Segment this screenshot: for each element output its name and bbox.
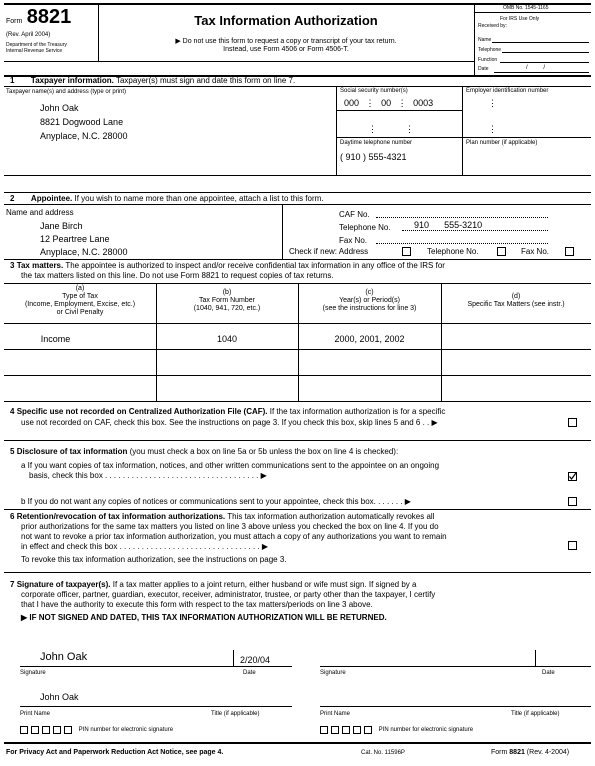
line5-text: (you must check a box on line 5a or 5b unless the box on line 4 is checked): <box>127 447 399 456</box>
new-telephone-checkbox[interactable] <box>497 247 506 256</box>
irs-name-label: Name <box>478 37 492 43</box>
line5-title: Disclosure of tax information <box>16 447 128 456</box>
line3-text-line2: the tax matters listed on this line. Do not use Form 8821 to request copies of tax returns. <box>21 271 334 280</box>
appointee-tel-number: 555-3210 <box>444 220 483 230</box>
pin2-box[interactable] <box>331 726 339 734</box>
sig2-date-label: Date <box>542 670 555 676</box>
appointee-name[interactable]: Jane Birch <box>40 221 83 231</box>
line1-number: 1 <box>10 76 15 85</box>
line7-text-line2: corporate officer, partner, guardian, executor, receiver, administrator, trustee, or party other than the taxpayer, I certify <box>21 590 436 599</box>
col-d-line1: Specific Tax Matters (see instr.) <box>467 301 565 308</box>
pin2-group <box>320 726 473 734</box>
line6-text-line1 <box>10 512 434 521</box>
line2-bottom-rule <box>4 259 591 260</box>
appointee-tel-value <box>414 220 482 230</box>
sig1-date-divider <box>233 650 234 666</box>
print2-title-label: Title (if applicable) <box>511 711 560 717</box>
row1-form-number[interactable]: 1040 <box>216 334 238 344</box>
header-note-line1: ▶ Do not use this form to request a copy or transcript of your tax return. <box>175 38 397 45</box>
col-b-letter: (b) <box>222 289 232 296</box>
irs-use-label: For IRS Use Only <box>500 16 540 22</box>
pin2-box[interactable] <box>342 726 350 734</box>
taxpayer-name[interactable]: John Oak <box>40 103 79 113</box>
form-number: 8821 <box>26 6 72 28</box>
line5-heading <box>10 447 398 456</box>
irs-date-label: Date <box>478 66 489 72</box>
ssn-part2: 00 <box>381 98 392 108</box>
sig1-signature-label: Signature <box>20 670 46 676</box>
line7-t1: If a tax matter applies to a joint return, either husband or wife must sign. If signed by a <box>110 580 417 589</box>
print2-name-label: Print Name <box>320 711 351 717</box>
check-new-address-label: Check if new: Address <box>289 247 369 256</box>
print1-title-label: Title (if applicable) <box>211 711 260 717</box>
table-row[interactable] <box>4 376 591 401</box>
ssn-part3: 0003 <box>413 98 434 108</box>
pin2-box[interactable] <box>320 726 328 734</box>
taxpayer1-signature[interactable]: John Oak <box>40 651 88 663</box>
appointee-fax-field[interactable] <box>376 243 548 244</box>
sig1-line <box>20 666 292 667</box>
new-fax-checkbox[interactable] <box>565 247 574 256</box>
new-address-checkbox[interactable] <box>402 247 411 256</box>
line5-bottom-rule <box>4 509 591 510</box>
daytime-phone-value[interactable]: ( 910 ) 555-4321 <box>340 152 407 162</box>
header-note-line2: Instead, use Form 4506 or Form 4506-T. <box>223 46 349 53</box>
line7-title: Signature of taxpayer(s). <box>16 580 111 589</box>
omb-number: OMB No. 1545-1165 <box>503 5 549 11</box>
col-a-line1: Type of Tax <box>62 293 98 300</box>
line2-heading-rule <box>4 204 591 205</box>
col-d-header <box>441 293 591 309</box>
line5a-text-line1: a If you want copies of tax information, notices, and other written communications sent to the appointee on an ongoing <box>21 461 440 470</box>
line3-number: 3 <box>10 261 15 270</box>
col-b-line1: Tax Form Number <box>198 297 255 304</box>
col-a-header <box>4 285 156 317</box>
line4-title: Specific use not recorded on Centralized Authorization File (CAF). <box>16 407 268 416</box>
line5a-text-line2: basis, check this box . . . . . . . . . . . . . . . . . . . . . . . . . . . . . . . . . . . ▶ <box>29 471 267 480</box>
table-row[interactable] <box>4 350 591 375</box>
line7-number: 7 <box>10 580 15 589</box>
irs-date-slashes: / / <box>526 65 546 71</box>
line3-title: Tax matters. <box>16 261 64 270</box>
line6-bottom-rule <box>4 572 591 573</box>
irs-telephone-line <box>502 52 589 53</box>
daytime-phone-label: Daytime telephone number <box>340 140 413 146</box>
col-c-letter: (c) <box>365 289 374 296</box>
ssn-part1: 000 <box>344 98 360 108</box>
pin2-box[interactable] <box>353 726 361 734</box>
checkmark-icon <box>568 472 577 481</box>
col-c-line1: Year(s) or Period(s) <box>339 297 400 304</box>
print1-line <box>20 706 292 707</box>
line4-number: 4 <box>10 407 15 416</box>
dept-line2: Internal Revenue Service <box>6 48 63 54</box>
phone-number: 555-4321 <box>368 152 407 162</box>
ein-separator1: ⋮ <box>488 98 497 108</box>
plan-number-label: Plan number (if applicable) <box>466 140 538 146</box>
form-number-block <box>6 6 71 29</box>
line6-number: 6 <box>10 512 15 521</box>
pin2-label: PIN number for electronic signature <box>378 727 474 733</box>
ssn-label: Social security number(s) <box>340 88 408 94</box>
line5a-checkbox[interactable] <box>568 472 577 481</box>
line1-title: Taxpayer information. <box>30 76 114 85</box>
sig2-line <box>320 666 591 667</box>
line6-text-line3: not want to revoke a prior tax information authorization, you must attach a copy of any authorizations you want to remain <box>21 532 447 541</box>
line1-heading-rule <box>4 86 591 87</box>
appointee-address-line1[interactable]: 12 Peartree Lane <box>40 234 110 244</box>
ssn-rule1 <box>336 110 462 111</box>
line3-text-line1 <box>10 261 445 270</box>
taxpayer-name-address-label: Taxpayer name(s) and address (type or print) <box>6 89 127 95</box>
line7-text-line3: that I have the authority to execute this form with respect to the tax matters/periods on line 3 above. <box>21 600 373 609</box>
pin1-group <box>20 726 173 734</box>
line1-heading <box>10 76 295 85</box>
pin2-box[interactable] <box>364 726 372 734</box>
line6-retain-checkbox[interactable] <box>568 541 577 550</box>
header-divider-left <box>98 3 99 61</box>
form-title: Tax Information Authorization <box>194 13 378 28</box>
sig2-date-divider <box>535 650 536 666</box>
footer-form-prefix: Form <box>491 749 510 756</box>
appointee-tel-field[interactable] <box>402 230 548 231</box>
ssn-second-separators: ⋮ ⋮ <box>368 124 414 134</box>
appointee-name-address-label: Name and address <box>6 208 74 217</box>
col-b-header <box>156 289 298 313</box>
line6-text-line4: in effect and check this box . . . . . . . . . . . . . . . . . . . . . . . . . . . . . . . . ▶ <box>21 542 268 551</box>
footer-form-rev: (Rev. 4-2004) <box>524 749 570 756</box>
appointee-fax-label: Fax No. <box>339 236 368 245</box>
line2-title: Appointee. <box>30 194 73 203</box>
line3-text1: The appointee is authorized to inspect and/or receive confidential tax information in any office of the IRS for <box>63 261 445 270</box>
line5-number: 5 <box>10 447 15 456</box>
col-c-header <box>298 289 441 313</box>
ein-separator2: ⋮ <box>488 124 497 134</box>
line6-text-line2: prior authorizations for the same tax matters you listed on line 3 above unless you checked the box on line 4. If you do <box>21 522 439 531</box>
line3-table-bottom <box>4 401 591 402</box>
line6-title: Retention/revocation of tax information authorizations. <box>16 512 226 521</box>
appointee-tel-area: 910 <box>414 220 430 230</box>
line2-number: 2 <box>10 194 15 203</box>
row1-tax-type[interactable]: Income <box>40 334 71 344</box>
check-new-fax-label: Fax No. <box>521 247 550 256</box>
appointee-tel-label: Telephone No. <box>339 223 391 232</box>
ein-label: Employer identification number <box>466 88 549 94</box>
caf-field[interactable] <box>376 217 548 218</box>
footer-form-id <box>491 749 569 756</box>
ssn-rule2 <box>336 137 591 138</box>
sig2-signature-label: Signature <box>320 670 346 676</box>
line1-text: Taxpayer(s) must sign and date this form on line 7. <box>113 76 296 85</box>
sig1-date-label: Date <box>243 670 256 676</box>
print1-name-label: Print Name <box>20 711 51 717</box>
footer-privacy-notice: For Privacy Act and Paperwork Reduction Act Notice, see page 4. <box>6 749 224 756</box>
line2-heading <box>10 194 324 203</box>
line6-t1: This tax information authorization automatically revokes all <box>225 512 435 521</box>
taxpayer-address-line2[interactable]: Anyplace, N.C. 28000 <box>40 131 128 141</box>
irs-telephone-label: Telephone <box>478 47 502 53</box>
appointee-address-line2[interactable]: Anyplace, N.C. 28000 <box>40 247 128 257</box>
footer-cat-number: Cat. No. 11596P <box>361 750 405 756</box>
irs-function-line <box>500 62 589 63</box>
pin1-label: PIN number for electronic signature <box>78 727 174 733</box>
pin1-box[interactable] <box>20 726 28 734</box>
col-b-line2: (1040, 941, 720, etc.) <box>193 305 261 312</box>
pin1-box[interactable] <box>31 726 39 734</box>
pin1-box[interactable] <box>42 726 50 734</box>
col-a-line2: (Income, Employment, Excise, etc.) <box>24 301 136 308</box>
irs-date-line <box>494 72 589 73</box>
line1-bottom-rule <box>4 175 591 176</box>
col-c-line2: (see the instructions for line 3) <box>322 305 417 312</box>
line7-text-line1 <box>10 580 416 589</box>
footer-top-rule <box>4 742 591 744</box>
line4-text-line2: use not recorded on CAF, check this box. See the instructions on page 3. If you check this box, skip lines 5 and 6 . . ▶ <box>21 418 438 427</box>
form-word: Form <box>6 18 23 25</box>
irs-function-label: Function <box>478 57 498 63</box>
header-bottom-border <box>4 61 474 62</box>
line6-text-line5: To revoke this tax information authorization, see the instructions on page 3. <box>21 555 287 564</box>
line2-top-rule <box>4 192 591 193</box>
check-new-tel-label: Telephone No. <box>427 247 479 256</box>
line7-warning: ▶ IF NOT SIGNED AND DATED, THIS TAX INFORMATION AUTHORIZATION WILL BE RETURNED. <box>21 613 387 622</box>
line2-text: If you wish to name more than one appointee, attach a list to this form. <box>72 194 324 203</box>
col-d-letter: (d) <box>511 293 521 300</box>
phone-area-code: 910 <box>345 152 361 162</box>
line5b-text: b If you do not want any copies of notices or communications sent to your appointee, check this box. . . . . . . ▶ <box>21 497 411 506</box>
table-row[interactable] <box>4 323 591 349</box>
line1-col-divider1 <box>336 86 337 175</box>
line4-text1: If the tax information authorization is for a specific <box>267 407 446 416</box>
pin1-box[interactable] <box>64 726 72 734</box>
caf-label: CAF No. <box>339 210 370 219</box>
omb-underline <box>474 12 591 13</box>
col-a-line3: or Civil Penalty <box>56 309 104 316</box>
line4-bottom-rule <box>4 440 591 441</box>
taxpayer1-print-name[interactable]: John Oak <box>40 692 79 702</box>
taxpayer1-date[interactable]: 2/20/04 <box>240 655 271 665</box>
line5b-checkbox[interactable] <box>568 497 577 506</box>
revision-date: (Rev. April 2004) <box>6 32 51 38</box>
ssn-value[interactable]: 000 ⋮ 00 ⋮ 0003 <box>344 98 434 108</box>
pin1-box[interactable] <box>53 726 61 734</box>
irs-name-line <box>492 42 589 43</box>
line1-col-divider2 <box>462 86 463 175</box>
header-divider-right <box>474 3 475 76</box>
row1-years[interactable]: 2000, 2001, 2002 <box>334 334 405 344</box>
line4-caf-checkbox[interactable] <box>568 418 577 427</box>
dept-line1: Department of the Treasury <box>6 42 67 48</box>
line2-col-divider <box>282 204 283 259</box>
taxpayer-address-line1[interactable]: 8821 Dogwood Lane <box>40 117 124 127</box>
col-a-letter: (a) <box>75 285 85 292</box>
print2-line <box>320 706 591 707</box>
received-by-label: Received by: <box>478 23 507 29</box>
footer-form-number: 8821 <box>509 749 525 756</box>
line4-text-line1 <box>10 407 445 416</box>
